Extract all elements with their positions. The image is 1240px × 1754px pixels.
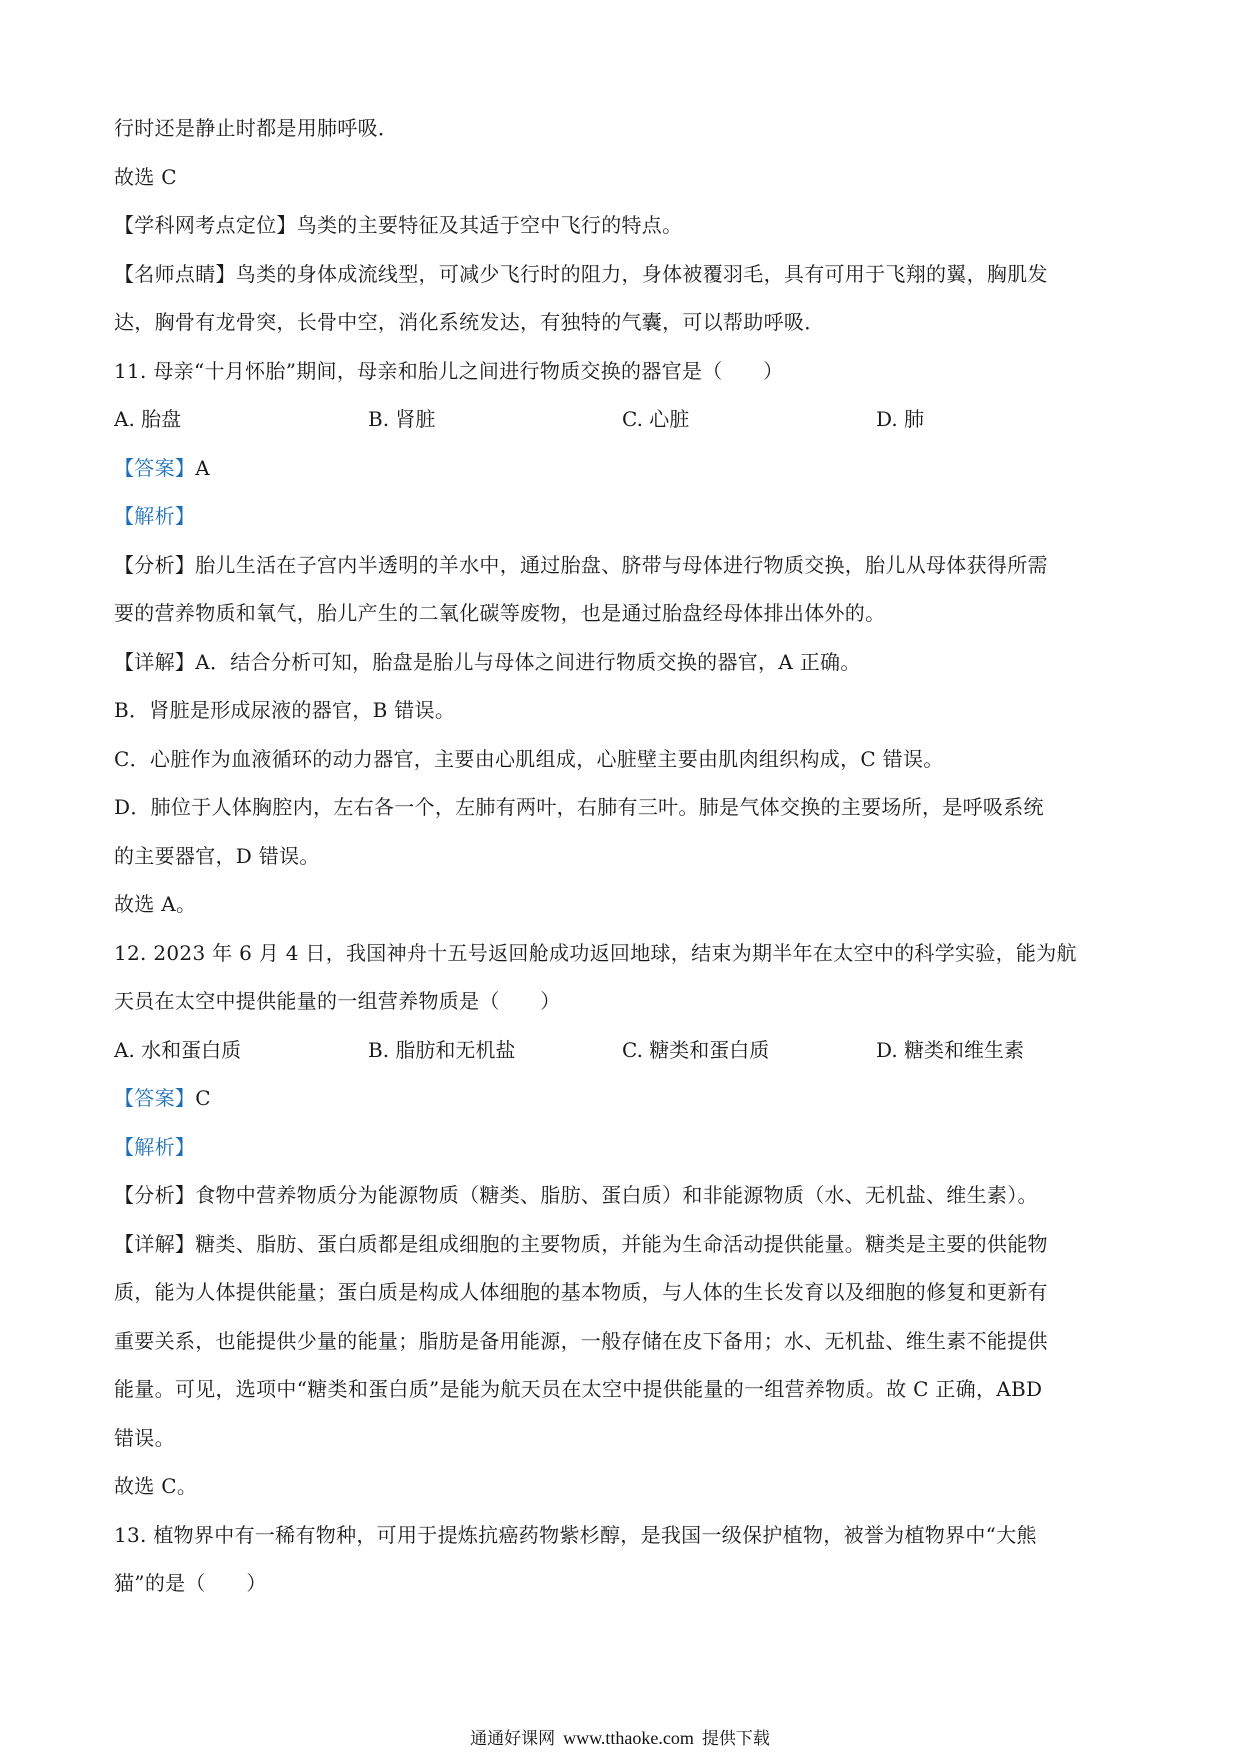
xiangjie-line: B．肾脏是形成尿液的器官，B 错误。 xyxy=(114,698,456,722)
xiangjie-text: 糖类、脂肪、蛋白质都是组成细胞的主要物质，并能为生命活动提供能量。糖类是主要的供能物 xyxy=(195,1231,1048,1256)
xiangjie-line: C．心脏作为血液循环的动力器官，主要由心肌组成，心脏壁主要由肌肉组织构成，C 错误。 xyxy=(114,746,944,771)
question-12-options xyxy=(114,1026,1134,1075)
xiangjie-line: 重要关系，也能提供少量的能量；脂肪是备用能源，一般存储在皮下备用；水、无机盐、维生素不能提供 xyxy=(114,1328,1048,1353)
answer-value: C xyxy=(195,1086,211,1110)
option-d: D. 肺 xyxy=(876,407,925,431)
xiangjie-label: 【详解】 xyxy=(114,649,196,674)
text-line: 行时还是静止时都是用肺呼吸． xyxy=(114,116,399,140)
answer-value: A xyxy=(195,455,210,480)
option-c: C. 糖类和蛋白质 xyxy=(622,1037,770,1062)
fenxi-text: 胎儿生活在子宫内半透明的羊水中，通过胎盘、脐带与母体进行物质交换，胎儿从母体获得所需 xyxy=(195,552,1048,577)
question-13-stem: 13. 植物界中有一稀有物种，可用于提炼抗癌药物紫杉醇，是我国一级保护植物，被誉为植物界中“大熊 xyxy=(114,1522,1037,1547)
fenxi-text: 食物中营养物质分为能源物质（糖类、脂肪、蛋白质）和非能源物质（水、无机盐、维生素）。 xyxy=(195,1183,1038,1207)
guxuan-line: 故选 A。 xyxy=(114,892,197,916)
xiangjie-line: 的主要器官，D 错误。 xyxy=(114,843,320,868)
fenxi-label: 【分析】 xyxy=(114,552,196,577)
document-page xyxy=(114,104,1134,1608)
option-b: B. 脂肪和无机盐 xyxy=(368,1037,516,1062)
question-11-options xyxy=(114,395,1134,444)
xiangjie-line: 质，能为人体提供能量；蛋白质是构成人体细胞的基本物质，与人体的生长发育以及细胞的修复和更新有 xyxy=(114,1280,1048,1304)
xiangjie-line: 能量。可见，选项中“糖类和蛋白质”是能为航天员在太空中提供能量的一组营养物质。故 C 正确，ABD xyxy=(114,1377,1043,1401)
text-line: 达，胸骨有龙骨突，长骨中空，消化系统发达，有独特的气囊，可以帮助呼吸． xyxy=(114,310,825,334)
xiangjie-line xyxy=(114,638,1134,687)
xiangjie-line: 错误。 xyxy=(114,1425,175,1450)
question-12-answer xyxy=(114,1074,1134,1123)
jiexi-label: 【解析】 xyxy=(114,1134,196,1159)
question-11-stem: 11. 母亲“十月怀胎”期间，母亲和胎儿之间进行物质交换的器官是（ ） xyxy=(114,358,784,383)
footer-note: 提供下载 xyxy=(701,1729,770,1749)
question-12-stem: 天员在太空中提供能量的一组营养物质是（ ） xyxy=(114,989,561,1013)
question-12-stem: 12. 2023 年 6 月 4 日，我国神舟十五号返回舱成功返回地球，结束为期半年在太空中的科学实验，能为航 xyxy=(114,940,1077,965)
answer-label: 【答案】 xyxy=(114,1086,196,1110)
page-footer xyxy=(0,1724,1240,1749)
fenxi-line xyxy=(114,541,1134,590)
guxuan-line: 故选 C。 xyxy=(114,1474,198,1498)
xiangjie-text: A．结合分析可知，胎盘是胎儿与母体之间进行物质交换的器官，A 正确。 xyxy=(195,649,861,674)
text-line: 【名师点睛】鸟类的身体成流线型，可减少飞行时的阻力，身体被覆羽毛，具有可用于飞翔的翼，胸肌发 xyxy=(114,261,1048,286)
fenxi-line: 要的营养物质和氧气，胎儿产生的二氧化碳等废物，也是通过胎盘经母体排出体外的。 xyxy=(114,601,886,625)
footer-site-name: 通通好课网 xyxy=(470,1729,556,1749)
option-c: C. 心脏 xyxy=(622,407,690,431)
text-line: 故选 C xyxy=(114,164,177,189)
fenxi-line xyxy=(114,1171,1134,1220)
text-line: 【学科网考点定位】鸟类的主要特征及其适于空中飞行的特点。 xyxy=(114,213,683,237)
question-13-stem: 猫”的是（ ） xyxy=(114,1571,267,1595)
question-11-answer xyxy=(114,444,1134,493)
option-d: D. 糖类和维生素 xyxy=(876,1037,1025,1062)
xiangjie-label: 【详解】 xyxy=(114,1231,196,1256)
fenxi-label: 【分析】 xyxy=(114,1183,196,1207)
xiangjie-line: D．肺位于人体胸腔内，左右各一个，左肺有两叶，右肺有三叶。肺是气体交换的主要场所，是呼吸系统 xyxy=(114,795,1044,819)
option-a: A. 水和蛋白质 xyxy=(114,1037,242,1062)
option-a: A. 胎盘 xyxy=(114,407,182,431)
footer-url: www.tthaoke.com xyxy=(563,1728,694,1748)
option-b: B. 肾脏 xyxy=(368,407,436,431)
xiangjie-line xyxy=(114,1220,1134,1269)
jiexi-label: 【解析】 xyxy=(114,504,196,528)
answer-label: 【答案】 xyxy=(114,455,196,480)
